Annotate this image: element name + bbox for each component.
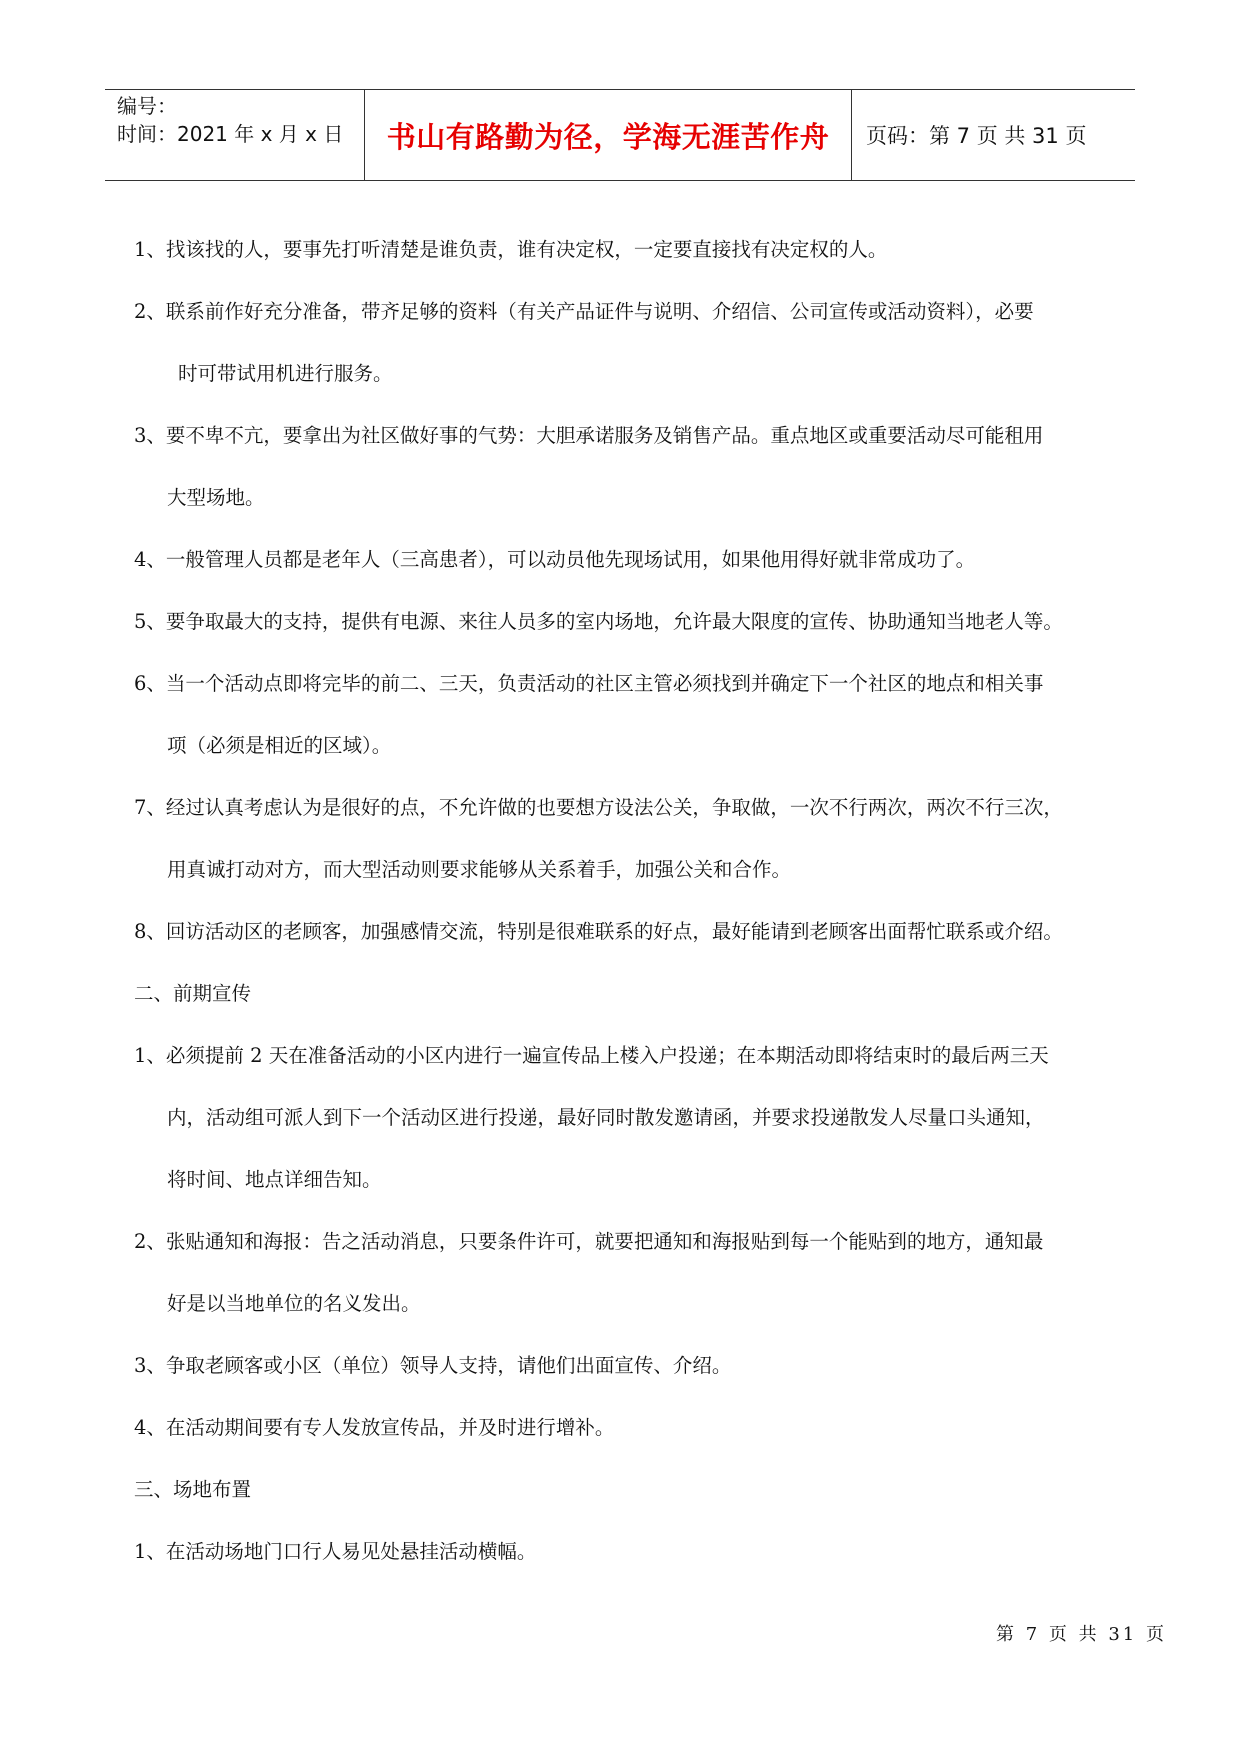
- paragraph-line: 1、必须提前 2 天在准备活动的小区内进行一遍宣传品上楼入户投递；在本期活动即将结束时的最后两三天: [134, 1044, 1049, 1067]
- header-page-code: 页码：第 7 页 共 31 页: [866, 124, 1087, 148]
- paragraph-line: 内，活动组可派人到下一个活动区进行投递，最好同时散发邀请函，并要求投递散发人尽量口头通知，: [167, 1106, 1045, 1129]
- page-footer: 第 7 页 共 31 页: [996, 1624, 1167, 1645]
- section-heading: 三、场地布置: [134, 1478, 252, 1501]
- paragraph-line: 2、张贴通知和海报：告之活动消息，只要条件许可，就要把通知和海报贴到每一个能贴到的地方，通知最: [134, 1230, 1044, 1253]
- paragraph-line: 1、找该找的人，要事先打听清楚是谁负责，谁有决定权，一定要直接找有决定权的人。: [134, 238, 888, 261]
- paragraph-line: 1、在活动场地门口行人易见处悬挂活动横幅。: [134, 1540, 537, 1563]
- paragraph-line: 3、争取老顾客或小区（单位）领导人支持，请他们出面宣传、介绍。: [134, 1354, 732, 1377]
- document-number-label: 编号：: [117, 94, 177, 118]
- paragraph-line: 好是以当地单位的名义发出。: [167, 1292, 421, 1315]
- header-meta: [105, 90, 365, 180]
- paragraph-line: 8、回访活动区的老顾客，加强感情交流，特别是很难联系的好点，最好能请到老顾客出面帮忙联系或介绍。: [134, 920, 1063, 943]
- paragraph-line: 5、要争取最大的支持，提供有电源、来往人员多的室内场地，允许最大限度的宣传、协助通知当地老人等。: [134, 610, 1063, 633]
- paragraph-line: 大型场地。: [167, 486, 265, 509]
- paragraph-line: 2、联系前作好充分准备，带齐足够的资料（有关产品证件与说明、介绍信、公司宣传或活动资料），必要: [134, 300, 1034, 323]
- document-header: [105, 89, 1135, 181]
- document-body: [134, 230, 1144, 1594]
- document-time-label: 时间：2021 年 x 月 x 日: [117, 122, 344, 146]
- paragraph-line: 4、在活动期间要有专人发放宣传品，并及时进行增补。: [134, 1416, 615, 1439]
- paragraph-line: 7、经过认真考虑认为是很好的点，不允许做的也要想方设法公关，争取做，一次不行两次，两次不行三次，: [134, 796, 1063, 819]
- paragraph-line: 用真诚打动对方，而大型活动则要求能够从关系着手，加强公关和合作。: [167, 858, 792, 881]
- paragraph-line: 将时间、地点详细告知。: [167, 1168, 382, 1191]
- paragraph-line: 6、当一个活动点即将完毕的前二、三天，负责活动的社区主管必须找到并确定下一个社区的地点和相关事: [134, 672, 1044, 695]
- paragraph-line: 项（必须是相近的区域）。: [167, 734, 392, 757]
- paragraph-line: 时可带试用机进行服务。: [178, 362, 393, 385]
- section-heading: 二、前期宣传: [134, 982, 252, 1005]
- paragraph-line: 4、一般管理人员都是老年人（三高患者），可以动员他先现场试用，如果他用得好就非常成功了。: [134, 548, 976, 571]
- header-motto: 书山有路勤为径，学海无涯苦作舟: [365, 90, 852, 180]
- paragraph-line: 3、要不卑不亢，要拿出为社区做好事的气势：大胆承诺服务及销售产品。重点地区或重要活动尽可能租用: [134, 424, 1044, 447]
